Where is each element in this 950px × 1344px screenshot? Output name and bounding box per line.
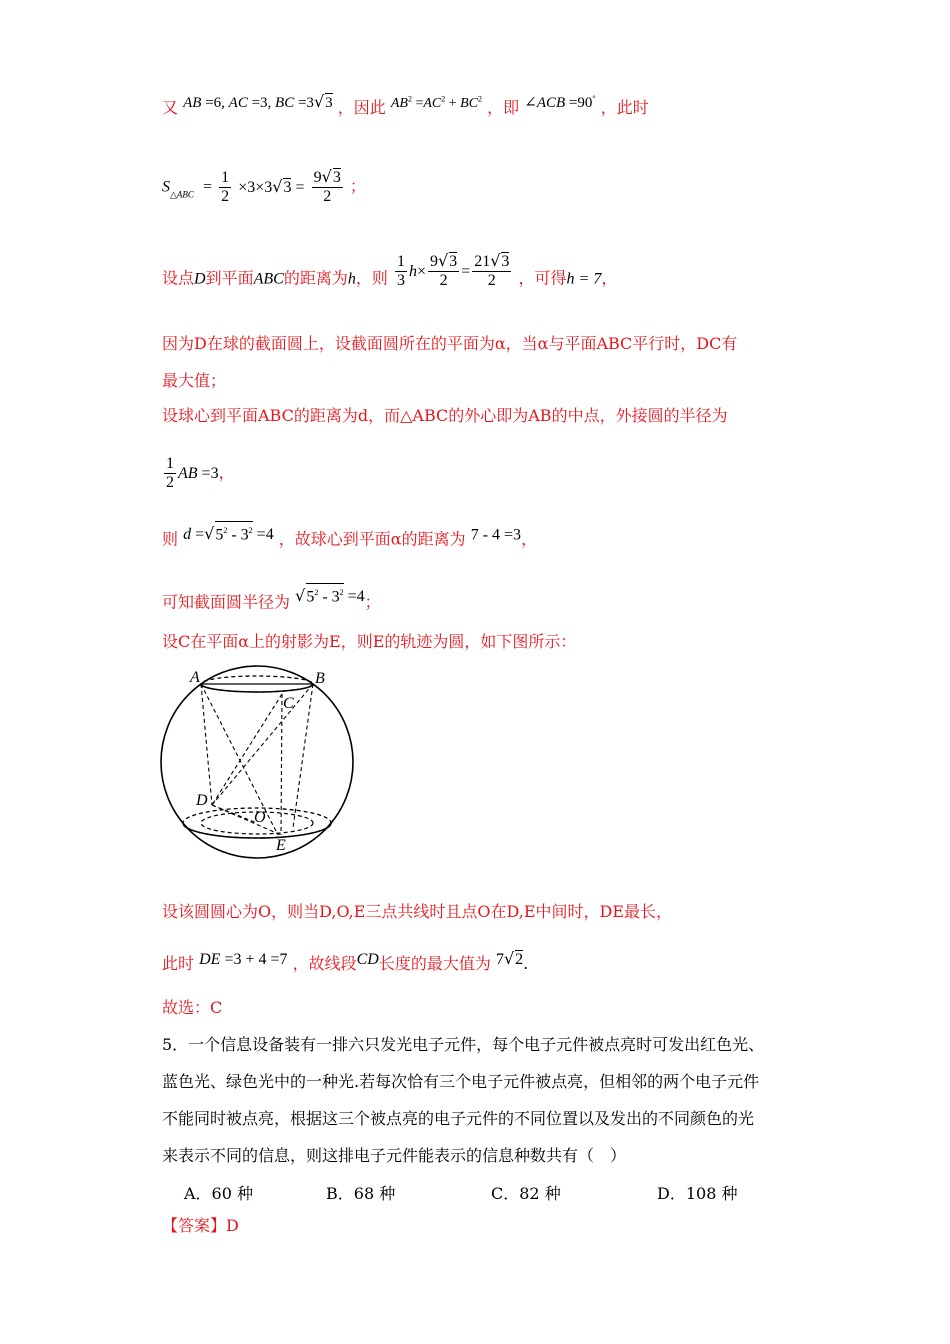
line-11 bbox=[162, 948, 528, 975]
line-9 bbox=[162, 631, 576, 653]
line-7 bbox=[162, 521, 537, 550]
text: ，可得 bbox=[518, 268, 567, 288]
text: ， bbox=[521, 529, 538, 549]
text: 设点 bbox=[162, 268, 195, 288]
math-expr: $d =√5^2 - 3^2 =4$ bbox=[183, 526, 274, 543]
option-c[interactable]: C．82 种 bbox=[491, 1184, 561, 1203]
text: 来表示不同的信息，则这排电子元件能表示的信息种数共有（ ） bbox=[162, 1146, 627, 1165]
line-3 bbox=[162, 252, 617, 291]
option-b[interactable]: B．68 种 bbox=[326, 1184, 396, 1203]
text: 蓝色光、绿色光中的一种光.若每次恰有三个电子元件被点亮，但相邻的两个电子元件 bbox=[162, 1072, 760, 1091]
text: ； bbox=[349, 176, 366, 196]
math-expr: $\frac{1}{2}$ AB =3 bbox=[166, 455, 219, 491]
line-6 bbox=[162, 455, 235, 492]
text: 又 bbox=[162, 98, 179, 117]
line-2 bbox=[162, 168, 366, 206]
q5-line-2 bbox=[162, 1071, 759, 1093]
text: 不能同时被点亮，根据这三个被点亮的电子元件的不同位置以及发出的不同颜色的光 bbox=[162, 1109, 755, 1128]
text: ，因此 bbox=[337, 98, 386, 117]
text: 故选：C bbox=[162, 998, 223, 1017]
text: 到平面 bbox=[205, 268, 254, 288]
answer-line bbox=[162, 1215, 239, 1237]
math-result: h = 7 bbox=[566, 270, 602, 288]
answer-value: D bbox=[226, 1216, 239, 1235]
text: ，故球心到平面α的距离为 bbox=[278, 529, 466, 549]
text: 设球心到平面ABC的距离为d，而△ABC的外心即为AB的中点，外接圆的半径为 bbox=[162, 406, 728, 425]
text: ； bbox=[364, 592, 381, 612]
fraction: $\frac{1}{2}$ bbox=[221, 168, 230, 205]
sphere-figure bbox=[150, 660, 370, 870]
label-E: E bbox=[276, 837, 286, 854]
line-1 bbox=[162, 88, 649, 119]
text: 此时 bbox=[162, 954, 195, 973]
math-D: D bbox=[194, 270, 206, 288]
text: 则 bbox=[162, 529, 179, 549]
text: ，则 bbox=[355, 268, 388, 288]
math-CD: CD bbox=[356, 951, 379, 968]
text: 5．一个信息设备装有一排六只发光电子元件，每个电子元件被点亮时可发出红色光、 bbox=[162, 1035, 765, 1054]
math-sub: △ABC bbox=[170, 189, 194, 200]
text: ，故线段 bbox=[292, 954, 357, 973]
text: 设C在平面α上的射影为E，则E的轨迹为圆，如下图所示： bbox=[162, 632, 577, 651]
math-expr: 7 - 4 =3 bbox=[470, 526, 522, 544]
text: ，此时 bbox=[600, 98, 649, 117]
text: ， bbox=[218, 463, 235, 482]
math-h: h bbox=[347, 270, 356, 288]
text: 可知截面圆半径为 bbox=[162, 592, 291, 612]
text: 的距离为 bbox=[283, 268, 348, 288]
text: ，即 bbox=[487, 98, 520, 117]
label-B: B bbox=[315, 670, 325, 687]
q5-line-4 bbox=[162, 1145, 626, 1167]
label-O: O bbox=[254, 809, 266, 826]
math-expr: $\frac{1}{3}$ h× $\frac{9√3}{2}$ = $\frac{21√3}{2}$ bbox=[396, 251, 510, 289]
line-4 bbox=[162, 333, 737, 355]
top-circle-front bbox=[201, 684, 313, 692]
math-ABC: ABC bbox=[253, 270, 284, 288]
text: 设该圆圆心为O，则当D,O,E三点共线时且点O在D,E中间时，DE最长， bbox=[162, 902, 673, 921]
line-10 bbox=[162, 901, 672, 923]
fraction: $\frac{9√3}{2}$ bbox=[313, 167, 341, 205]
line-12 bbox=[162, 997, 222, 1019]
math-S: S bbox=[162, 178, 170, 196]
option-d[interactable]: D．108 种 bbox=[657, 1184, 738, 1203]
option-a[interactable]: A．60 种 bbox=[184, 1184, 254, 1203]
answer-label: 【答案】 bbox=[162, 1216, 227, 1235]
q5-line-3 bbox=[162, 1108, 754, 1130]
text: 因为D在球的截面圆上，设截面圆所在的平面为α，当α与平面ABC平行时，DC有 bbox=[162, 334, 738, 353]
text: 最大值； bbox=[162, 371, 227, 390]
math-expr: $√5^2 - 3^2 =4$ bbox=[295, 588, 365, 605]
text: . bbox=[523, 954, 529, 973]
text: ， bbox=[601, 268, 618, 288]
line-8 bbox=[162, 583, 381, 613]
math-expr: AB =6, AC =3, BC =3√3 bbox=[183, 92, 333, 111]
label-A: A bbox=[190, 669, 200, 686]
math-answer: 7√2 bbox=[495, 949, 524, 968]
math-expr: $AB^2 =AC^2 + BC^2$ bbox=[390, 94, 483, 111]
math-eq: = bbox=[199, 178, 213, 196]
math-expr: DE =3 + 4 =7 bbox=[199, 951, 288, 968]
math-expr: ×3×3√3 = bbox=[238, 176, 305, 196]
q5-line-1 bbox=[162, 1034, 764, 1056]
line-4b bbox=[162, 370, 226, 392]
line-5 bbox=[162, 405, 728, 427]
math-expr: ∠ACB =90° bbox=[524, 94, 596, 111]
label-C: C bbox=[283, 695, 294, 712]
label-D: D bbox=[196, 792, 208, 809]
text: 长度的最大值为 bbox=[378, 954, 491, 973]
